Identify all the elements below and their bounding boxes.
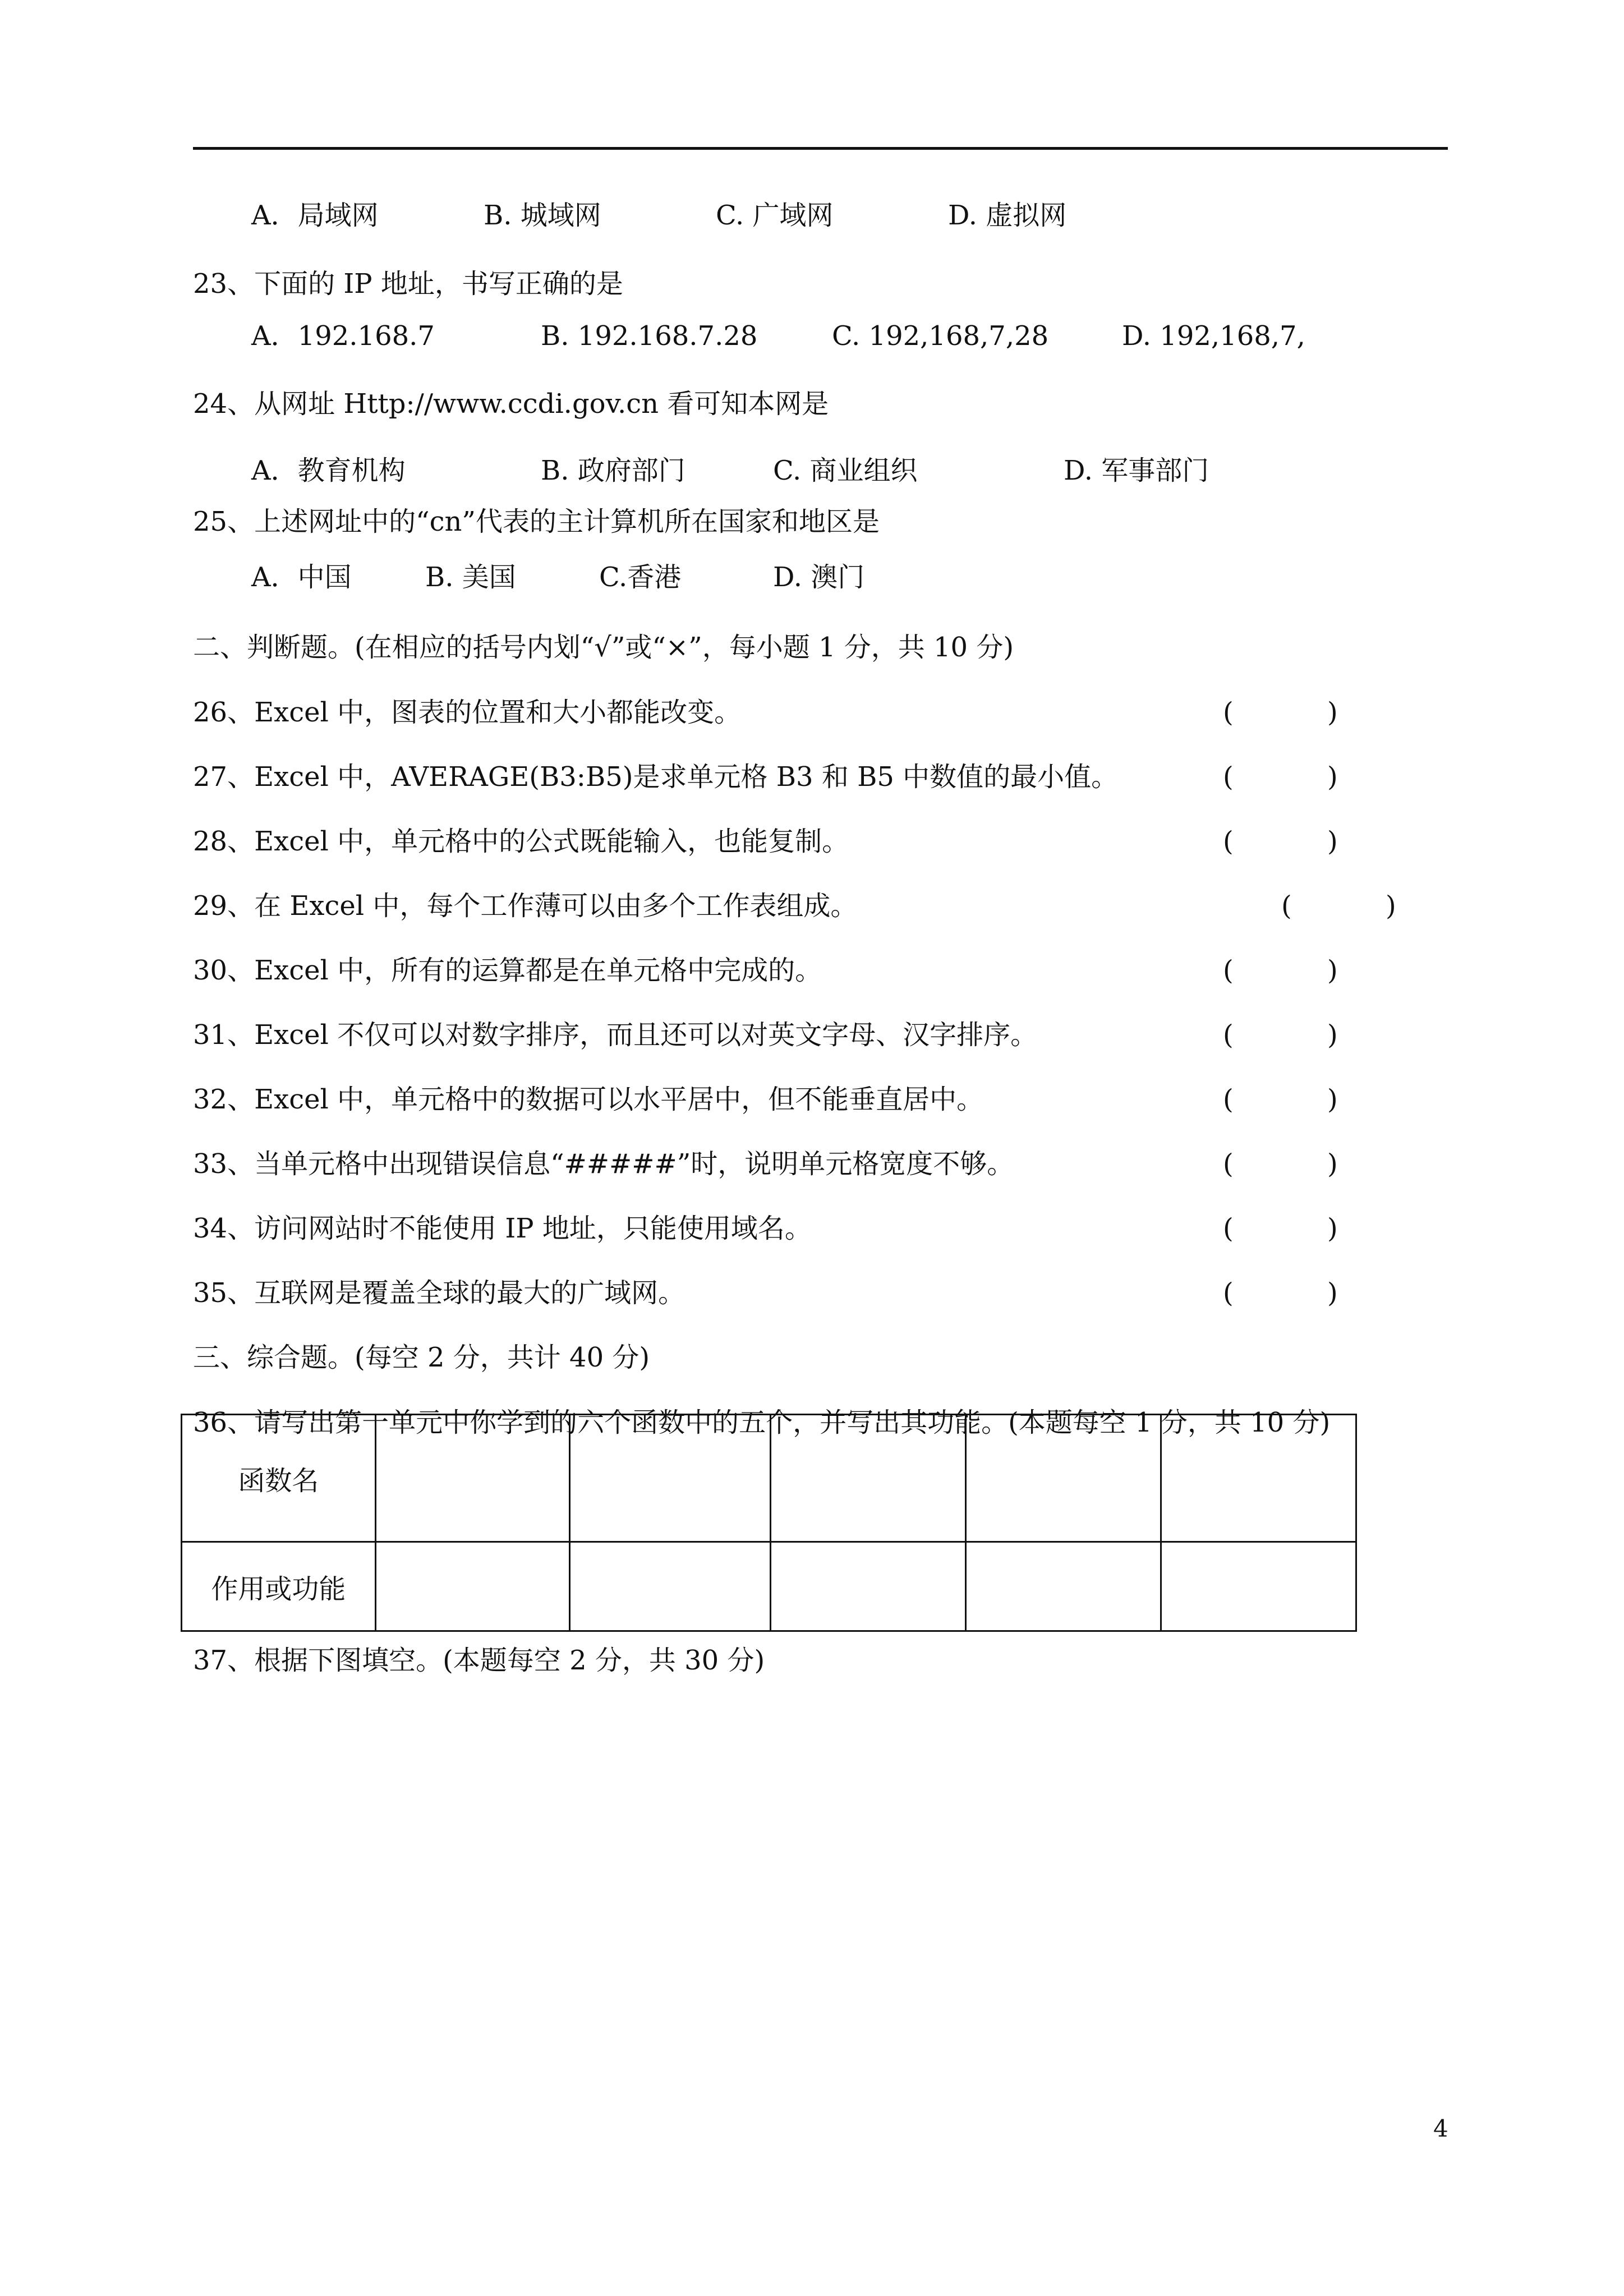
question-24: 24、从网址 Http://www.ccdi.gov.cn 看可知本网是 — [193, 388, 829, 420]
answer-cell[interactable] — [1161, 1415, 1356, 1542]
answer-cell[interactable] — [1161, 1542, 1356, 1631]
judgment-33: 33、当单元格中出现错误信息“#####”时，说明单元格宽度不够。 — [193, 1148, 1014, 1180]
answer-paren-close: ) — [1327, 697, 1338, 728]
answer-cell[interactable] — [771, 1542, 966, 1631]
answer-paren-close: ) — [1327, 826, 1338, 857]
q24-option-a: A．教育机构 — [251, 455, 406, 486]
judgment-28: 28、Excel 中，单元格中的公式既能输入，也能复制。 — [193, 826, 849, 857]
answer-paren-open: ( — [1223, 1019, 1234, 1051]
answer-cell[interactable] — [569, 1415, 771, 1542]
answer-cell[interactable] — [966, 1415, 1161, 1542]
section-3-title: 三、综合题。(每空 2 分，共计 40 分) — [193, 1342, 650, 1373]
judgment-26: 26、Excel 中，图表的位置和大小都能改变。 — [193, 697, 742, 728]
question-25: 25、上述网址中的“cn”代表的主计算机所在国家和地区是 — [193, 506, 880, 537]
judgment-34: 34、访问网站时不能使用 IP 地址，只能使用域名。 — [193, 1213, 812, 1244]
q25-option-c: C.香港 — [599, 562, 682, 593]
q25-option-d: D. 澳门 — [773, 562, 865, 593]
answer-paren-close: ) — [1327, 1084, 1338, 1115]
answer-paren-open: ( — [1223, 826, 1234, 857]
answer-paren-open: ( — [1223, 697, 1234, 728]
judgment-27: 27、Excel 中，AVERAGE(B3:B5)是求单元格 B3 和 B5 中数值的最小值。 — [193, 761, 1119, 793]
q25-option-b: B. 美国 — [425, 562, 516, 593]
judgment-35: 35、互联网是覆盖全球的最大的广域网。 — [193, 1277, 686, 1309]
answer-paren-open: ( — [1223, 1213, 1234, 1244]
answer-paren-open: ( — [1223, 1084, 1234, 1115]
q23-option-c: C. 192,168,7,28 — [832, 320, 1049, 352]
header-rule — [193, 147, 1448, 150]
q22-option-c: C. 广域网 — [716, 200, 834, 231]
table-header-function-purpose: 作用或功能 — [182, 1542, 376, 1631]
table-header-function-name: 函数名 — [182, 1415, 376, 1542]
q24-option-c: C. 商业组织 — [773, 455, 918, 486]
answer-cell[interactable] — [771, 1415, 966, 1542]
answer-cell[interactable] — [569, 1542, 771, 1631]
answer-paren-open: ( — [1223, 1277, 1234, 1309]
answer-paren-close: ) — [1327, 761, 1338, 793]
question-37: 37、根据下图填空。(本题每空 2 分，共 30 分) — [193, 1645, 765, 1676]
q24-option-b: B. 政府部门 — [541, 455, 686, 486]
q22-option-a: A．局域网 — [251, 200, 379, 231]
judgment-32: 32、Excel 中，单元格中的数据可以水平居中，但不能垂直居中。 — [193, 1084, 984, 1115]
judgment-29: 29、在 Excel 中，每个工作薄可以由多个工作表组成。 — [193, 890, 858, 922]
answer-paren-open: ( — [1223, 955, 1234, 986]
q22-option-b: B. 城域网 — [484, 200, 601, 231]
answer-paren-close: ) — [1327, 1019, 1338, 1051]
q24-option-d: D. 军事部门 — [1064, 455, 1209, 486]
answer-paren-close: ) — [1386, 890, 1396, 922]
answer-paren-open: ( — [1223, 1148, 1234, 1180]
answer-paren-close: ) — [1327, 955, 1338, 986]
page-number: 4 — [1433, 2115, 1448, 2142]
answer-cell[interactable] — [375, 1415, 569, 1542]
function-table — [181, 1414, 1357, 1632]
q22-option-d: D. 虚拟网 — [948, 200, 1067, 231]
section-2-title: 二、判断题。(在相应的括号内划“√”或“×”，每小题 1 分，共 10 分) — [193, 632, 1014, 663]
answer-paren-open: ( — [1223, 761, 1234, 793]
answer-paren-close: ) — [1327, 1148, 1338, 1180]
judgment-30: 30、Excel 中，所有的运算都是在单元格中完成的。 — [193, 955, 822, 986]
answer-cell[interactable] — [966, 1542, 1161, 1631]
answer-paren-close: ) — [1327, 1277, 1338, 1309]
answer-paren-open: ( — [1281, 890, 1292, 922]
q23-option-b: B. 192.168.7.28 — [541, 320, 758, 352]
q23-option-d: D. 192,168,7, — [1122, 320, 1305, 352]
question-23: 23、下面的 IP 地址，书写正确的是 — [193, 268, 623, 300]
judgment-31: 31、Excel 不仅可以对数字排序，而且还可以对英文字母、汉字排序。 — [193, 1019, 1038, 1051]
q23-option-a: A．192.168.7 — [251, 320, 435, 352]
question-36: 36、请写出第一单元中你学到的六个函数中的五个，并写出其功能。(本题每空 1 分，共 10 分) — [193, 1407, 1331, 1438]
answer-paren-close: ) — [1327, 1213, 1338, 1244]
q25-option-a: A．中国 — [251, 562, 352, 593]
answer-cell[interactable] — [375, 1542, 569, 1631]
